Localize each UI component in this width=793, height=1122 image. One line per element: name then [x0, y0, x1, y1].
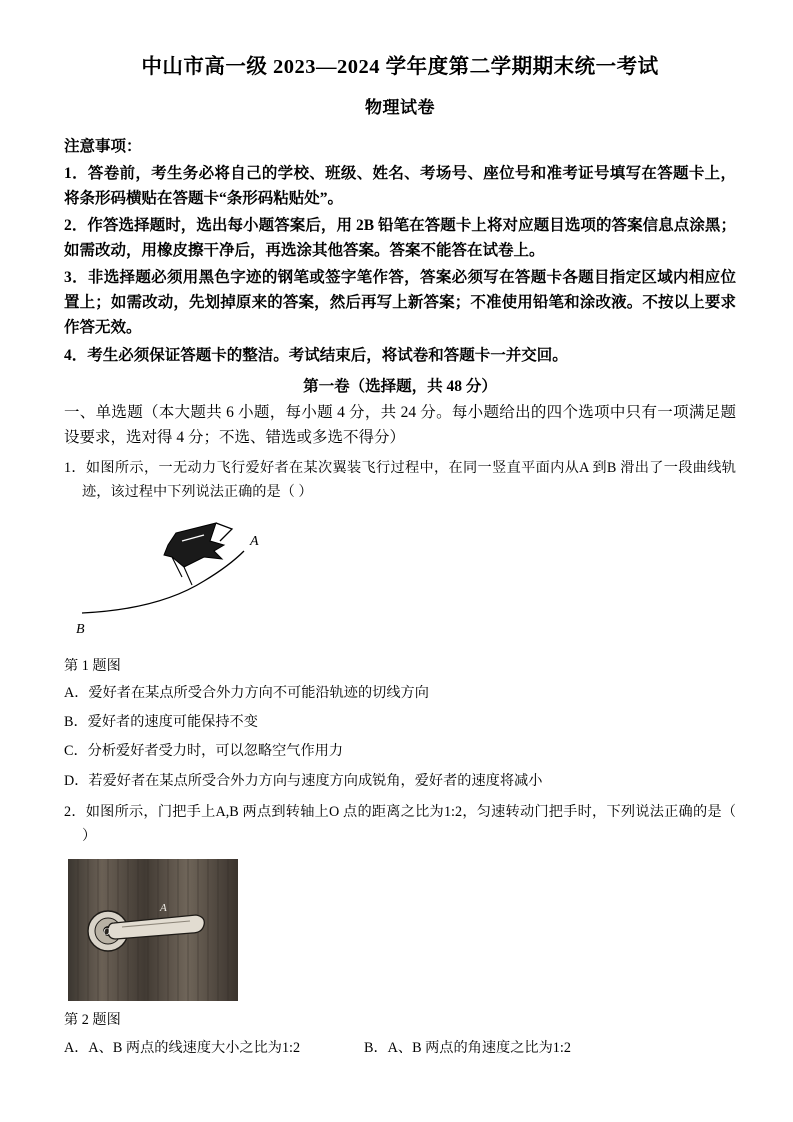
figure-2-label-a: A: [160, 901, 167, 914]
notice-item-4: 4．考生必须保证答题卡的整洁。考试结束后，将试卷和答题卡一并交回。: [64, 346, 568, 364]
figure-2-label-o: O: [103, 926, 111, 938]
question-1-figure: [64, 511, 736, 651]
figure-2-svg: [64, 855, 264, 1005]
notice-item-1: 1．答卷前，考生务必将自己的学校、班级、姓名、考场号、座位号和准考证号填写在答题卡上，将条形码横贴在答题卡“条形码粘贴处”。: [64, 164, 736, 207]
question-2-figure: [64, 855, 736, 1005]
question-2-text: 如图所示，门把手上A,B 两点到转轴上O 点的距离之比为1:2，匀速转动门把手时，下列说法正确的是（ ）: [82, 803, 736, 845]
question-1-number: 1．: [64, 459, 86, 476]
figure-1-label-a: A: [250, 533, 259, 549]
question-1-option-b: B．爱好者的速度可能保持不变: [64, 713, 258, 730]
question-1-option-c: C．分析爱好者受力时，可以忽略空气作用力: [64, 743, 344, 760]
page-content: [64, 52, 736, 1057]
page-subtitle: 物理试卷: [365, 97, 435, 117]
notice-heading: 注意事项：: [64, 137, 142, 155]
question-1-text: 如图所示，一无动力飞行爱好者在某次翼装飞行过程中，在同一竖直平面内从A 到B 滑出了一段曲线轨迹，该过程中下列说法正确的是（ ）: [82, 459, 736, 501]
question-2-options: [64, 1037, 736, 1057]
question-1-option-d: D．若爱好者在某点所受合外力方向与速度方向成锐角，爱好者的速度将减小: [64, 772, 543, 789]
question-2-option-b: B．A、B 两点的角速度之比为1:2: [364, 1039, 571, 1056]
page-title: 中山市高一级 2023—2024 学年度第二学期期末统一考试: [141, 56, 659, 78]
question-2-stem: [64, 800, 736, 849]
notice-item-2: 2．作答选择题时，选出每小题答案后，用 2B 铅笔在答题卡上将对应题目选项的答案信息点涂黑；如需改动，用橡皮擦干净后，再选涂其他答案。答案不能答在试卷上。: [64, 216, 736, 260]
section-one-heading: 一、单选题（本大题共 6 小题，每小题 4 分，共 24 分。每小题给出的四个选项中只有一项满足题设要求，选对得 4 分；不选、错选或多选不得分）: [64, 403, 736, 446]
question-1-figure-caption: 第 1 题图: [64, 657, 121, 674]
question-2-option-a: A．A、B 两点的线速度大小之比为1:2: [64, 1039, 301, 1056]
paper-part-heading: 第一卷（选择题，共 48 分）: [303, 377, 497, 395]
figure-1-label-b: B: [76, 621, 85, 637]
question-1-option-a: A．爱好者在某点所受合外力方向不可能沿轨迹的切线方向: [64, 684, 429, 701]
question-1-stem: [64, 456, 736, 505]
question-2-number: 2．: [64, 803, 86, 820]
figure-1-svg: [64, 511, 484, 651]
question-2-figure-caption: 第 2 题图: [64, 1011, 121, 1028]
notice-item-3: 3．非选择题必须用黑色字迹的钢笔或签字笔作答，答案必须写在答题卡各题目指定区域内相应位置上；如需改动，先划掉原来的答案，然后再写上新答案；不准使用铅笔和涂改液。不按以上要求作答无效。: [64, 269, 736, 337]
